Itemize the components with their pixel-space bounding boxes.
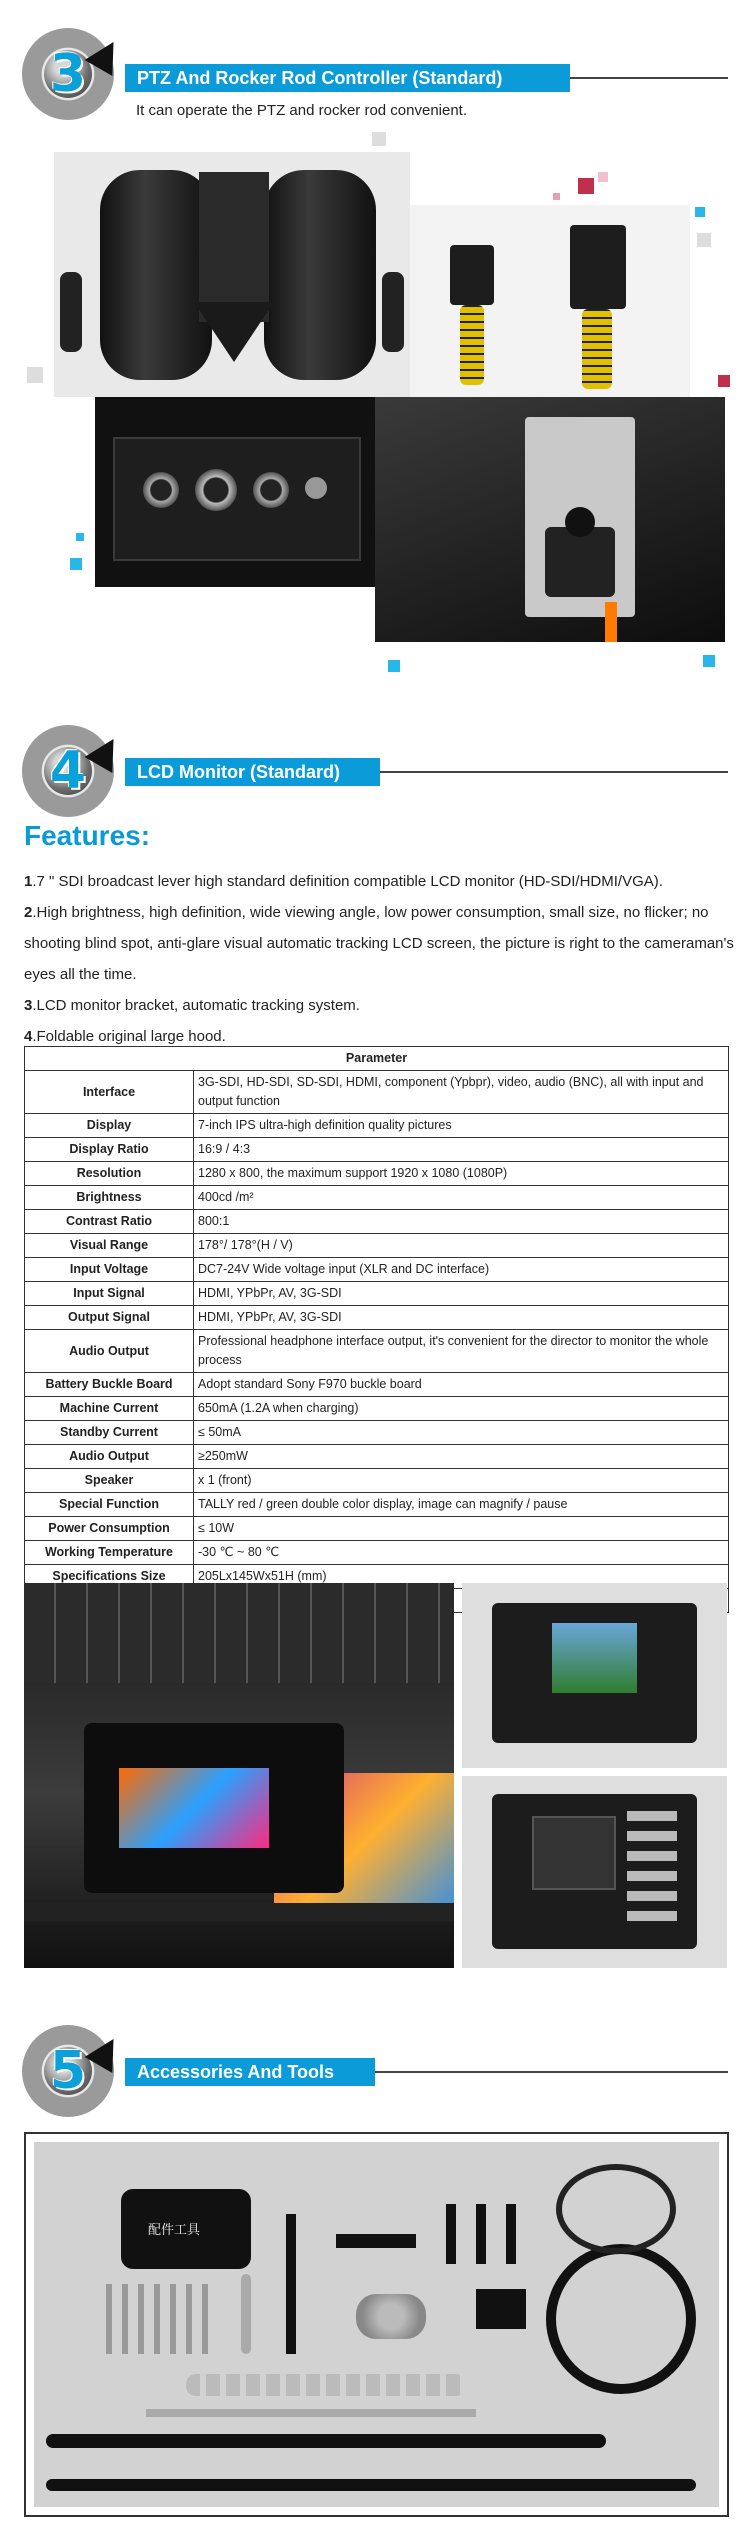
param-value: 400cd /m² [194, 1186, 729, 1210]
param-value: x 1 (front) [194, 1469, 729, 1493]
table-row [25, 1306, 729, 1330]
table-header: Parameter [25, 1047, 729, 1071]
feature-number: 4 [24, 1028, 33, 1045]
pulley-set [446, 2204, 536, 2264]
bnc-connectors [627, 1811, 677, 1931]
turnbuckles [106, 2284, 216, 2354]
table-row [25, 1114, 729, 1138]
param-name: Power Consumption [25, 1517, 194, 1541]
section-4-title: LCD Monitor (Standard) [125, 758, 380, 786]
param-name: Resolution [25, 1162, 194, 1186]
large-controller-handle [582, 309, 612, 389]
table-row [25, 1071, 729, 1114]
joystick-base [545, 527, 615, 597]
rocker-controllers-photo [410, 205, 690, 397]
plate [476, 2289, 526, 2329]
section-3-number: 3 [49, 44, 87, 104]
section-5-title: Accessories And Tools [125, 2058, 375, 2086]
table-row [25, 1210, 729, 1234]
connector-3 [253, 472, 289, 508]
small-controller-handle [460, 305, 484, 385]
decorative-square [553, 193, 560, 200]
decorative-square [697, 233, 711, 247]
parameter-table [24, 1046, 729, 1613]
decorative-square [598, 172, 608, 182]
rod-2 [46, 2434, 606, 2448]
table-row [25, 1138, 729, 1162]
monitor-display [552, 1623, 637, 1693]
feature-item-1 [24, 866, 739, 897]
table-row [25, 1541, 729, 1565]
table-row [25, 1282, 729, 1306]
rod-1 [146, 2409, 476, 2417]
connector-2 [195, 469, 237, 511]
cable-coil [546, 2244, 696, 2394]
param-name: Standby Current [25, 1421, 194, 1445]
feature-item-2 [24, 897, 739, 990]
param-name: Interface [25, 1071, 194, 1114]
table-row [25, 1397, 729, 1421]
table-row [25, 1330, 729, 1373]
param-name: Display [25, 1114, 194, 1138]
table-row [25, 1517, 729, 1541]
wrench [241, 2274, 251, 2354]
param-value: DC7-24V Wide voltage input (XLR and DC interface) [194, 1258, 729, 1282]
table-row [25, 1493, 729, 1517]
section-divider [570, 77, 728, 79]
param-value: 650mA (1.2A when charging) [194, 1397, 729, 1421]
section-3-caption: It can operate the PTZ and rocker rod convenient. [136, 102, 468, 119]
feature-text: .High brightness, high definition, wide viewing angle, low power consumption, small size, no flicker; no shooting blind spot, anti-glare visual automatic tracking LCD screen, the picture is right to the cameraman's eyes all the time. [24, 904, 734, 983]
param-value: 7-inch IPS ultra-high definition quality pictures [194, 1114, 729, 1138]
studio-monitor-photo [24, 1583, 454, 1968]
param-value: 178°/ 178°(H / V) [194, 1234, 729, 1258]
table-row [25, 1258, 729, 1282]
param-value: 16:9 / 4:3 [194, 1138, 729, 1162]
connector-panel-photo [95, 397, 375, 587]
table-row [25, 1421, 729, 1445]
param-value: 800:1 [194, 1210, 729, 1234]
monitor-front-photo [462, 1583, 727, 1768]
param-name: Speaker [25, 1469, 194, 1493]
l-bracket [336, 2234, 416, 2248]
param-name: Specifications Size [25, 1565, 194, 1589]
joystick-knob [565, 507, 595, 537]
wheel-left [100, 170, 212, 380]
wheel-right [264, 170, 376, 380]
param-value: -30 ℃ ~ 80 ℃ [194, 1541, 729, 1565]
feature-item-3 [24, 990, 739, 1021]
decorative-square [695, 207, 705, 217]
control-box [199, 172, 269, 322]
param-name: Visual Range [25, 1234, 194, 1258]
section-5-number: 5 [49, 2041, 87, 2101]
toggle-switch [305, 477, 327, 499]
decorative-square [718, 375, 730, 387]
decorative-square [703, 655, 715, 667]
param-name: Battery Buckle Board [25, 1373, 194, 1397]
connector-1 [143, 472, 179, 508]
table-row [25, 1445, 729, 1469]
joystick-cable [605, 602, 617, 642]
feature-number: 3 [24, 997, 33, 1014]
tool-bag-label: 配件工具 [148, 2223, 201, 2238]
param-name: Output Signal [25, 1306, 194, 1330]
feature-number: 1 [24, 873, 33, 890]
param-value: 205Lx145Wx51H (mm) [194, 1565, 729, 1589]
table-body [25, 1071, 729, 1613]
handle-left [60, 272, 82, 352]
table-row [25, 1373, 729, 1397]
param-name: Brightness [25, 1186, 194, 1210]
decorative-square [578, 178, 594, 194]
feature-number: 2 [24, 904, 33, 921]
param-value: 1280 x 800, the maximum support 1920 x 1080 (1080P) [194, 1162, 729, 1186]
param-value: ≤ 10W [194, 1517, 729, 1541]
decorative-square [388, 660, 400, 672]
param-name: Input Voltage [25, 1258, 194, 1282]
feature-text: .Foldable original large hood. [32, 1028, 226, 1045]
feature-text: .LCD monitor bracket, automatic tracking system. [32, 997, 360, 1014]
features-heading: Features: [24, 820, 151, 851]
decorative-square [372, 132, 386, 146]
param-value: HDMI, YPbPr, AV, 3G-SDI [194, 1306, 729, 1330]
crane-arm [24, 1903, 454, 1921]
decorative-square [27, 367, 43, 383]
param-value: 3G-SDI, HD-SDI, SD-SDI, HDMI, component (Ypbpr), video, audio (BNC), all with input and output function [194, 1071, 729, 1114]
feature-text: .7 " SDI broadcast lever high standard definition compatible LCD monitor (HD-SDI/HDMI/VGA). [32, 873, 663, 890]
joystick-panel-photo [375, 397, 725, 642]
param-name: Audio Output [25, 1330, 194, 1373]
param-value: Professional headphone interface output, it's convenient for the director to monitor the whole process [194, 1330, 729, 1373]
param-value: Adopt standard Sony F970 buckle board [194, 1373, 729, 1397]
section-4-number: 4 [49, 741, 87, 801]
table-header-row [25, 1047, 729, 1071]
param-name: Display Ratio [25, 1138, 194, 1162]
large-controller [570, 225, 626, 309]
param-value: ≥250mW [194, 1445, 729, 1469]
bolts-pile [356, 2294, 426, 2339]
studio-lights [24, 1583, 454, 1683]
table-row [25, 1234, 729, 1258]
param-name: Contrast Ratio [25, 1210, 194, 1234]
param-value: TALLY red / green double color display, image can magnify / pause [194, 1493, 729, 1517]
ptz-wheel-controller-photo [54, 152, 410, 397]
t-bracket [286, 2214, 296, 2354]
param-name: Machine Current [25, 1397, 194, 1421]
table-row [25, 1469, 729, 1493]
section-3-title: PTZ And Rocker Rod Controller (Standard) [125, 64, 570, 92]
cable-coil-top [556, 2164, 676, 2254]
param-value: ≤ 50mA [194, 1421, 729, 1445]
table-row [25, 1186, 729, 1210]
decorative-square [70, 558, 82, 570]
monitor-back-photo [462, 1776, 727, 1968]
accessories-photo [24, 2132, 729, 2517]
decorative-square [76, 533, 84, 541]
monitor-screen [119, 1768, 269, 1848]
battery-plate [532, 1816, 616, 1890]
param-value: HDMI, YPbPr, AV, 3G-SDI [194, 1282, 729, 1306]
param-name: Input Signal [25, 1282, 194, 1306]
section-divider [375, 2071, 728, 2073]
carabiners [186, 2374, 466, 2396]
small-controller [450, 245, 494, 305]
handle-right [382, 272, 404, 352]
rod-3 [46, 2479, 696, 2491]
param-name: Special Function [25, 1493, 194, 1517]
table-row [25, 1162, 729, 1186]
section-divider [380, 771, 728, 773]
param-name: Working Temperature [25, 1541, 194, 1565]
param-name: Audio Output [25, 1445, 194, 1469]
